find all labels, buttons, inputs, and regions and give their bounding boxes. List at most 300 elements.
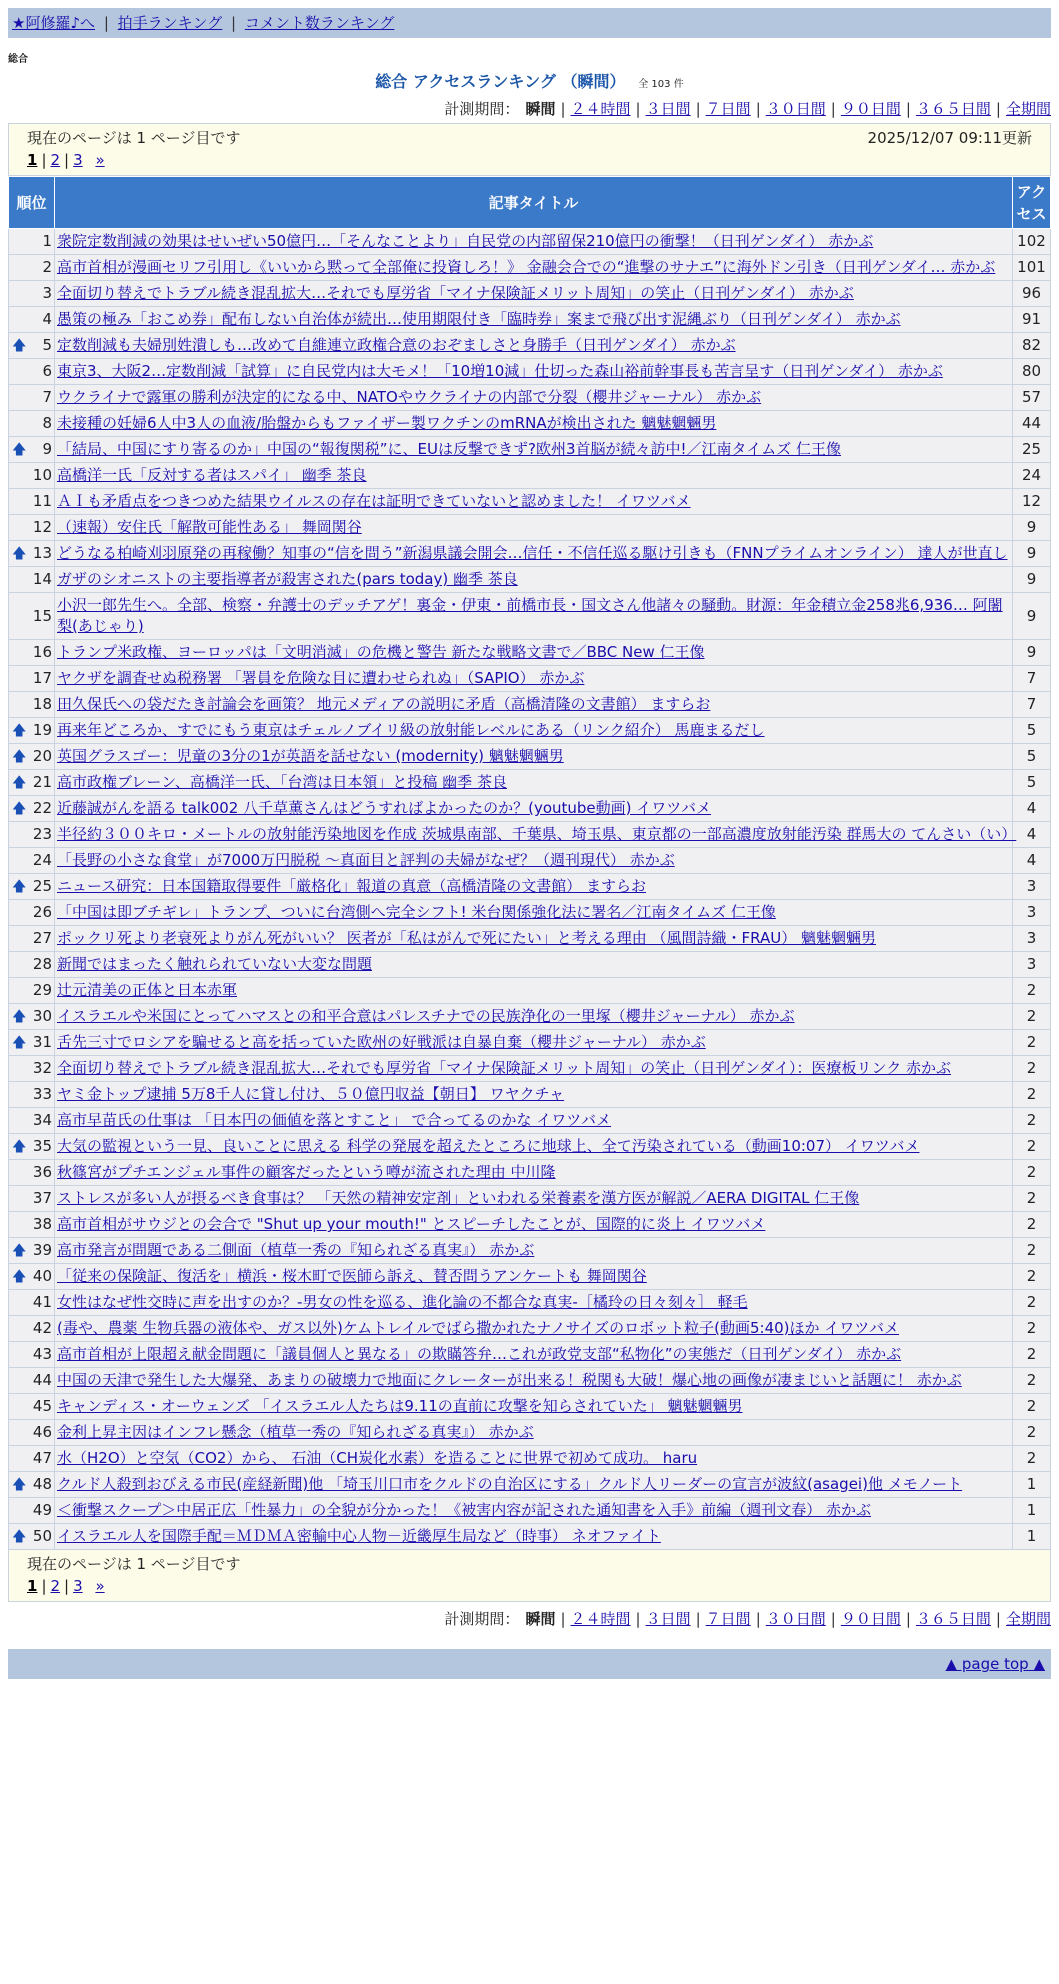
access-count: 80 xyxy=(1013,359,1051,385)
table-row xyxy=(9,666,1051,692)
table-row xyxy=(9,1160,1051,1186)
up-arrow-icon: 🡅 xyxy=(12,1476,27,1493)
table-row xyxy=(9,411,1051,437)
table-header-row xyxy=(9,177,1051,229)
period-option-link[interactable]: 全期間 xyxy=(1005,1610,1051,1628)
rank-cell xyxy=(9,1108,55,1134)
title-cell xyxy=(55,900,1013,926)
rank-number: 50 xyxy=(32,1527,52,1545)
rank-cell xyxy=(9,1238,55,1264)
page-link[interactable]: 2 xyxy=(50,1577,61,1595)
period-option-link[interactable]: ３日間 xyxy=(645,100,691,118)
title-cell xyxy=(55,952,1013,978)
table-row xyxy=(9,437,1051,463)
article-link[interactable]: 中国の天津で発生した大爆発、あまりの破壊力で地面にクレーターが出来る！税関も大破！爆心地の画像が凄まじいと話題に！ 赤かぶ xyxy=(57,1371,962,1389)
period-separator: | xyxy=(995,1610,1001,1628)
period-current: 瞬間 xyxy=(525,100,556,118)
breadcrumb: 総合 xyxy=(8,54,28,65)
access-count: 2 xyxy=(1013,1186,1051,1212)
pager-top xyxy=(8,123,1051,176)
title-cell xyxy=(55,1316,1013,1342)
table-row xyxy=(9,1264,1051,1290)
rank-number: 23 xyxy=(32,825,52,843)
table-row xyxy=(9,1082,1051,1108)
table-row xyxy=(9,281,1051,307)
title-cell xyxy=(55,463,1013,489)
article-link[interactable]: 高市政権ブレーン、高橋洋一氏、「台湾は日本領」と投稿 幽季 茶良 xyxy=(57,773,507,791)
rank-cell xyxy=(9,796,55,822)
rank-cell xyxy=(9,567,55,593)
period-separator: | xyxy=(755,1610,761,1628)
title-cell xyxy=(55,1108,1013,1134)
access-count: 3 xyxy=(1013,952,1051,978)
table-row xyxy=(9,1186,1051,1212)
article-link[interactable]: ニュース研究：日本国籍取得要件「厳格化」報道の真意（高橋清隆の文書館） ますらお xyxy=(57,877,647,895)
article-link[interactable]: ヤミ金トップ逮捕 5万8千人に貸し付け、５０億円収益【朝日】 ワヤクチャ xyxy=(57,1085,565,1103)
access-count: 5 xyxy=(1013,770,1051,796)
page-link[interactable]: 2 xyxy=(50,151,61,169)
article-link[interactable]: ヤクザを調査せぬ税務署 「署員を危険な目に遭わせられぬ」（SAPIO） 赤かぶ xyxy=(57,669,585,687)
title-cell xyxy=(55,307,1013,333)
current-page: 1 xyxy=(27,151,38,169)
access-count: 24 xyxy=(1013,463,1051,489)
period-option-link[interactable]: ３日間 xyxy=(645,1610,691,1628)
rank-number: 11 xyxy=(32,492,52,510)
period-separator: | xyxy=(560,100,566,118)
ranking-heading xyxy=(8,69,1051,92)
rank-number: 4 xyxy=(42,310,52,328)
title-cell xyxy=(55,541,1013,567)
page-top-link[interactable]: ▲ page top ▲ xyxy=(945,1655,1045,1673)
period-option-link[interactable]: ７日間 xyxy=(705,100,751,118)
up-arrow-icon: 🡅 xyxy=(12,1034,27,1051)
period-option-link[interactable]: ２４時間 xyxy=(570,100,631,118)
article-link[interactable]: 愚策の極み「おこめ券」配布しない自治体が続出…使用期限付き「臨時券」案まで飛び出す泥縄ぶり（日刊ゲンダイ） 赤かぶ xyxy=(57,310,901,328)
rank-number: 19 xyxy=(32,721,52,739)
rank-cell xyxy=(9,411,55,437)
rank-number: 46 xyxy=(32,1423,52,1441)
title-cell xyxy=(55,1420,1013,1446)
rank-number: 25 xyxy=(32,877,52,895)
rank-cell xyxy=(9,1290,55,1316)
title-cell xyxy=(55,1030,1013,1056)
rank-number: 3 xyxy=(42,284,52,302)
access-count: 1 xyxy=(1013,1524,1051,1550)
article-link[interactable]: 全面切り替えでトラブル続き混乱拡大…それでも厚労省「マイナ保険証メリット周知」の笑止（日刊ゲンダイ） 赤かぶ xyxy=(57,284,854,302)
article-link[interactable]: 近藤誠がんを語る talk002 八千草薫さんはどうすればよかったのか？(youtube動画) イワツバメ xyxy=(57,799,711,817)
article-link[interactable]: 高市首相がサウジとの会合で "Shut up your mouth!" とスピーチしたことが、国際的に炎上 イワツバメ xyxy=(57,1215,766,1233)
article-link[interactable]: ガザのシオニストの主要指導者が殺害された(pars today) 幽季 茶良 xyxy=(57,570,518,588)
up-arrow-icon: 🡅 xyxy=(12,722,27,739)
rank-cell xyxy=(9,463,55,489)
article-link[interactable]: 舌先三寸でロシアを騙せると高を括っていた欧州の好戦派は自暴自棄（櫻井ジャーナル） 赤かぶ xyxy=(57,1033,706,1051)
rank-number: 1 xyxy=(42,232,52,250)
up-arrow-icon: 🡅 xyxy=(12,774,27,791)
access-count: 101 xyxy=(1013,255,1051,281)
access-count: 3 xyxy=(1013,874,1051,900)
rank-cell xyxy=(9,333,55,359)
rank-number: 44 xyxy=(32,1371,52,1389)
period-separator: | xyxy=(830,100,836,118)
table-row xyxy=(9,744,1051,770)
article-link[interactable]: 高市発言が問題である二側面（植草一秀の『知られざる真実』） 赤かぶ xyxy=(57,1241,535,1259)
period-option-link[interactable]: ７日間 xyxy=(705,1610,751,1628)
rank-cell xyxy=(9,1524,55,1550)
title-cell xyxy=(55,1082,1013,1108)
article-link[interactable]: 金利上昇主因はインフレ懸念（植草一秀の『知られざる真実』） 赤かぶ xyxy=(57,1423,534,1441)
page-title: 総合 アクセスランキング （瞬間） xyxy=(375,72,626,91)
table-row xyxy=(9,1420,1051,1446)
title-cell xyxy=(55,666,1013,692)
access-count: 2 xyxy=(1013,1264,1051,1290)
table-row xyxy=(9,1056,1051,1082)
table-row xyxy=(9,1342,1051,1368)
article-link[interactable]: 女性はなぜ性交時に声を出すのか？-男女の性を巡る、進化論の不都合な真実-［橘玲の日々刻々］ 軽毛 xyxy=(57,1293,748,1311)
article-link[interactable]: 「従来の保険証、復活を」横浜・桜木町で医師ら訴え、賛否問うアンケートも 舞岡関谷 xyxy=(57,1267,647,1285)
table-row xyxy=(9,952,1051,978)
access-count: 2 xyxy=(1013,978,1051,1004)
article-link[interactable]: 東京3、大阪2…定数削減「試算」に自民党内は大モメ！「10増10減」仕切った森山裕前幹事長も苦言呈す（日刊ゲンダイ） 赤かぶ xyxy=(57,362,943,380)
rank-number: 13 xyxy=(32,544,52,562)
period-separator: | xyxy=(905,1610,911,1628)
table-row xyxy=(9,1238,1051,1264)
article-link[interactable]: 秋篠宮がプチエンジェル事件の顧客だったという噂が流された理由 中川隆 xyxy=(57,1163,556,1181)
rank-cell xyxy=(9,1368,55,1394)
ranking-table xyxy=(8,176,1051,1550)
rank-cell xyxy=(9,281,55,307)
table-row xyxy=(9,515,1051,541)
article-link[interactable]: 再来年どころか、すでにもう東京はチェルノブイリ級の放射能レベルにある（リンク紹介） 馬鹿まるだし xyxy=(57,721,765,739)
access-count: 57 xyxy=(1013,385,1051,411)
rank-number: 42 xyxy=(32,1319,52,1337)
table-row xyxy=(9,307,1051,333)
period-option-link[interactable]: ２４時間 xyxy=(570,1610,631,1628)
rank-cell xyxy=(9,1394,55,1420)
access-count: 2 xyxy=(1013,1212,1051,1238)
rank-number: 6 xyxy=(42,362,52,380)
article-link[interactable]: (毒や、農薬 生物兵器の液体や、ガス以外)ケムトレイルでばら撒かれたナノサイズのロボット粒子(動画5:40)ほか イワツバメ xyxy=(57,1319,899,1337)
rank-number: 30 xyxy=(32,1007,52,1025)
rank-number: 15 xyxy=(32,606,52,625)
access-count: 2 xyxy=(1013,1238,1051,1264)
rank-number: 37 xyxy=(32,1189,52,1207)
period-label: 計測期間： xyxy=(444,1610,520,1628)
rank-number: 47 xyxy=(32,1449,52,1467)
article-link[interactable]: ウクライナで露軍の勝利が決定的になる中、NATOやウクライナの内部で分裂（櫻井ジャーナル） 赤かぶ xyxy=(57,388,762,406)
rank-number: 33 xyxy=(32,1085,52,1103)
rank-number: 22 xyxy=(32,799,52,817)
rank-number: 8 xyxy=(42,414,52,432)
title-cell xyxy=(55,1498,1013,1524)
up-arrow-icon: 🡅 xyxy=(12,1008,27,1025)
title-cell xyxy=(55,255,1013,281)
table-row xyxy=(9,640,1051,666)
article-link[interactable]: 大気の監視という一見、良いことに思える 科学の発展を超えたところに地球上、全て汚染されている（動画10:07） イワツバメ xyxy=(57,1137,920,1155)
rank-number: 16 xyxy=(32,643,52,661)
rank-number: 38 xyxy=(32,1215,52,1233)
rank-number: 9 xyxy=(42,440,52,458)
access-count: 9 xyxy=(1013,640,1051,666)
access-count: 4 xyxy=(1013,796,1051,822)
access-count: 102 xyxy=(1013,229,1051,255)
rank-number: 18 xyxy=(32,695,52,713)
table-row xyxy=(9,541,1051,567)
rank-cell xyxy=(9,1160,55,1186)
table-row xyxy=(9,359,1051,385)
table-row xyxy=(9,692,1051,718)
footer-bar xyxy=(8,1649,1051,1679)
rank-cell xyxy=(9,900,55,926)
access-count: 4 xyxy=(1013,822,1051,848)
article-link[interactable]: イスラエル人を国際手配＝ＭＤＭＡ密輸中心人物－近畿厚生局など（時事） ネオファイト xyxy=(57,1527,661,1545)
article-link[interactable]: トランプ米政権、ヨーロッパは「文明消滅」の危機と警告 新たな戦略文書で／BBC New 仁王像 xyxy=(57,643,705,661)
rank-column-header: 順位 xyxy=(9,177,55,229)
article-link[interactable]: 「中国は即ブチギレ」トランプ、ついに台湾側へ完全シフト! 米台関係強化法に署名／江南タイムズ 仁王像 xyxy=(57,903,776,921)
period-separator: | xyxy=(635,1610,641,1628)
period-option-link[interactable]: ９０日間 xyxy=(840,100,901,118)
article-link[interactable]: 半径約３００キロ・メートルの放射能汚染地図を作成 茨城県南部、千葉県、埼玉県、東京都の一部高濃度放射能汚染 群馬大の てんさい（い） xyxy=(57,825,1017,843)
rank-cell xyxy=(9,359,55,385)
rank-number: 12 xyxy=(32,518,52,536)
period-label: 計測期間： xyxy=(444,100,520,118)
period-option-link[interactable]: ３０日間 xyxy=(765,100,826,118)
period-option-link[interactable]: ３６５日間 xyxy=(915,1610,991,1628)
rank-number: 43 xyxy=(32,1345,52,1363)
page-link[interactable]: 3 xyxy=(73,1577,83,1595)
access-count: 2 xyxy=(1013,1446,1051,1472)
rank-number: 21 xyxy=(32,773,52,791)
title-cell xyxy=(55,874,1013,900)
rank-cell xyxy=(9,229,55,255)
total-count: 全 103 件 xyxy=(638,79,684,90)
access-count: 2 xyxy=(1013,1290,1051,1316)
title-cell xyxy=(55,848,1013,874)
rank-number: 14 xyxy=(32,570,52,588)
rank-number: 20 xyxy=(32,747,52,765)
rank-cell xyxy=(9,1030,55,1056)
nav-home-link[interactable]: ★阿修羅♪へ xyxy=(12,14,96,32)
title-cell xyxy=(55,1056,1013,1082)
up-arrow-icon: 🡅 xyxy=(12,748,27,765)
rank-number: 17 xyxy=(32,669,52,687)
title-cell xyxy=(55,281,1013,307)
access-count: 44 xyxy=(1013,411,1051,437)
period-option-link[interactable]: ９０日間 xyxy=(840,1610,901,1628)
rank-cell xyxy=(9,1004,55,1030)
title-cell xyxy=(55,333,1013,359)
title-cell xyxy=(55,1134,1013,1160)
title-cell xyxy=(55,359,1013,385)
rank-cell xyxy=(9,848,55,874)
table-row xyxy=(9,770,1051,796)
period-option-link[interactable]: 全期間 xyxy=(1005,100,1051,118)
nav-clap-ranking-link[interactable]: 拍手ランキング xyxy=(117,14,223,32)
rank-number: 34 xyxy=(32,1111,52,1129)
rank-number: 48 xyxy=(32,1475,52,1493)
up-arrow-icon: 🡅 xyxy=(12,1268,27,1285)
access-count: 91 xyxy=(1013,307,1051,333)
table-row xyxy=(9,796,1051,822)
page-separator: | xyxy=(64,151,70,169)
rank-cell xyxy=(9,593,55,640)
article-link[interactable]: どうなる柏崎刈羽原発の再稼働？知事の“信を問う”新潟県議会開会…信任・不信任巡る駆け引きも（FNNプライムオンライン） 達人が世直し xyxy=(57,544,1008,562)
title-cell xyxy=(55,1290,1013,1316)
access-count: 2 xyxy=(1013,1394,1051,1420)
article-link[interactable]: 未接種の妊婦6人中3人の血液/胎盤からもファイザー製ワクチンのmRNAが検出された 魑魅魍魎男 xyxy=(57,414,717,432)
page-link[interactable]: 3 xyxy=(73,151,83,169)
rank-cell xyxy=(9,489,55,515)
title-cell xyxy=(55,1238,1013,1264)
rank-cell xyxy=(9,952,55,978)
up-arrow-icon: 🡅 xyxy=(12,1138,27,1155)
rank-cell xyxy=(9,822,55,848)
title-cell xyxy=(55,1342,1013,1368)
table-row xyxy=(9,333,1051,359)
period-option-link[interactable]: ３６５日間 xyxy=(915,100,991,118)
rank-cell xyxy=(9,770,55,796)
rank-cell xyxy=(9,255,55,281)
rank-number: 36 xyxy=(32,1163,52,1181)
page-links xyxy=(27,149,1032,171)
access-count: 2 xyxy=(1013,1056,1051,1082)
rank-cell xyxy=(9,718,55,744)
page-status: 現在のページは 1 ページ目です xyxy=(27,1555,241,1573)
article-link[interactable]: 英国グラスゴー：児童の3分の1が英語を話せない (modernity) 魑魅魍魎男 xyxy=(57,747,564,765)
rank-cell xyxy=(9,640,55,666)
article-link[interactable]: ストレスが多い人が摂るべき食事は？ 「天然の精神安定剤」といわれる栄養素を漢方医が解説／AERA DIGITAL 仁王像 xyxy=(57,1189,860,1207)
article-link[interactable]: 定数削減も夫婦別姓潰しも…改めて自維連立政権合意のおぞましさと身勝手（日刊ゲンダイ） 赤かぶ xyxy=(57,336,736,354)
table-row xyxy=(9,1524,1051,1550)
rank-number: 32 xyxy=(32,1059,52,1077)
article-link[interactable]: 高市首相が上限超え献金問題に「議員個人と異なる」の欺瞞答弁…これが政党支部“私物化”の実態だ（日刊ゲンダイ） 赤かぶ xyxy=(57,1345,902,1363)
up-arrow-icon: 🡅 xyxy=(12,878,27,895)
rank-cell xyxy=(9,744,55,770)
rank-number: 2 xyxy=(42,258,52,276)
rank-cell xyxy=(9,1498,55,1524)
table-row xyxy=(9,978,1051,1004)
rank-cell xyxy=(9,874,55,900)
access-count: 2 xyxy=(1013,1004,1051,1030)
article-link[interactable]: 「結局、中国にすり寄るのか」中国の“報復関税”に、EUは反撃できず?欧州3首脳が続々訪中!／江南タイムズ 仁王像 xyxy=(57,440,841,458)
table-row xyxy=(9,1290,1051,1316)
rank-number: 41 xyxy=(32,1293,52,1311)
article-link[interactable]: 全面切り替えでトラブル続き混乱拡大…それでも厚労省「マイナ保険証メリット周知」の笑止（日刊ゲンダイ）：医療板リンク 赤かぶ xyxy=(57,1059,951,1077)
title-cell xyxy=(55,1524,1013,1550)
rank-cell xyxy=(9,1420,55,1446)
title-cell xyxy=(55,718,1013,744)
table-row xyxy=(9,848,1051,874)
rank-cell xyxy=(9,1056,55,1082)
period-option-link[interactable]: ３０日間 xyxy=(765,1610,826,1628)
page-link[interactable]: » xyxy=(95,1577,105,1595)
rank-cell xyxy=(9,692,55,718)
period-separator: | xyxy=(695,100,701,118)
article-link[interactable]: クルド人殺到おびえる市民(産経新聞)他 「埼玉川口市をクルドの自治区にする」クルド人リーダーの宣言が波紋(asagei)他 メモノート xyxy=(57,1475,963,1493)
table-row xyxy=(9,718,1051,744)
title-cell xyxy=(55,1472,1013,1498)
title-cell xyxy=(55,385,1013,411)
article-link[interactable]: 「長野の小さな食堂」が7000万円脱税 〜真面目と評判の夫婦がなぜ？（週刊現代） 赤かぶ xyxy=(57,851,675,869)
table-row xyxy=(9,593,1051,640)
access-count: 1 xyxy=(1013,1498,1051,1524)
page-status: 現在のページは 1 ページ目です xyxy=(27,129,241,147)
nav-comment-ranking-link[interactable]: コメント数ランキング xyxy=(244,14,395,32)
title-cell xyxy=(55,770,1013,796)
article-link[interactable]: 辻元清美の正体と日本赤軍 xyxy=(57,981,238,999)
updated-timestamp: 2025/12/07 09:11更新 xyxy=(867,129,1032,147)
article-link[interactable]: 衆院定数削減の効果はせいぜい50億円…「そんなことより」自民党の内部留保210億円の衝撃！（日刊ゲンダイ） 赤かぶ xyxy=(57,232,874,250)
title-cell xyxy=(55,1004,1013,1030)
article-link[interactable]: 小沢一郎先生へ。全部、検察・弁護士のデッチアゲ！裏金・伊東・前橋市長・国文さん他諸々の騒動。財源：年金積立金258兆6,936… 阿闍梨(あじゃり) xyxy=(57,596,1003,635)
rank-cell xyxy=(9,1212,55,1238)
page-spacer xyxy=(87,151,92,169)
up-arrow-icon: 🡅 xyxy=(12,800,27,817)
rank-cell xyxy=(9,1342,55,1368)
article-link[interactable]: 高市首相が漫画セリフ引用し《いいから黙って全部俺に投資しろ！》 金融会合での“進撃のサナエ”に海外ドン引き（日刊ゲンダイ… 赤かぶ xyxy=(57,258,996,276)
article-link[interactable]: ポックリ死より老衰死よりがん死がいい？ 医者が「私はがんで死にたい」と考える理由 （風間詩織・FRAU） 魑魅魍魎男 xyxy=(57,929,876,947)
period-separator: | xyxy=(830,1610,836,1628)
access-count: 9 xyxy=(1013,515,1051,541)
page-link[interactable]: » xyxy=(95,151,105,169)
article-link[interactable]: 田久保氏への袋だたき討論会を画策？ 地元メディアの説明に矛盾（高橋清隆の文書館） ますらお xyxy=(57,695,711,713)
table-row xyxy=(9,229,1051,255)
title-cell xyxy=(55,822,1017,848)
title-cell xyxy=(55,1186,1013,1212)
article-link[interactable]: 新聞ではまったく触れられていない大変な問題 xyxy=(57,955,373,973)
article-link[interactable]: ＡＩも矛盾点をつきつめた結果ウイルスの存在は証明できていないと認めました！ イワツバメ xyxy=(57,492,691,510)
table-row xyxy=(9,1212,1051,1238)
table-row xyxy=(9,1498,1051,1524)
up-arrow-icon: 🡅 xyxy=(12,1242,27,1259)
rank-number: 29 xyxy=(32,981,52,999)
title-cell xyxy=(55,692,1013,718)
title-cell xyxy=(55,567,1013,593)
table-row xyxy=(9,255,1051,281)
access-count: 25 xyxy=(1013,437,1051,463)
up-arrow-icon: 🡅 xyxy=(12,441,27,458)
title-cell xyxy=(55,978,1013,1004)
access-count: 1 xyxy=(1013,1472,1051,1498)
access-count: 2 xyxy=(1013,1368,1051,1394)
rank-cell xyxy=(9,1264,55,1290)
title-cell xyxy=(55,796,1013,822)
access-count: 82 xyxy=(1013,333,1051,359)
access-count: 7 xyxy=(1013,666,1051,692)
title-cell xyxy=(55,437,1013,463)
article-link[interactable]: 水（H2O）と空気（CO2）から、 石油（CH炭化水素）を造ることに世界で初めて成功。 haru xyxy=(57,1449,698,1467)
article-link[interactable]: キャンディス・オーウェンズ 「イスラエル人たちは9.11の直前に攻撃を知らされていた」 魑魅魍魎男 xyxy=(57,1397,743,1415)
table-row xyxy=(9,822,1051,848)
page-spacer xyxy=(87,1577,92,1595)
article-link[interactable]: ＜衝撃スクープ＞中居正広「性暴力」の全貌が分かった！《被害内容が記された通知書を入手》前編（週刊文春） 赤かぶ xyxy=(57,1501,872,1519)
article-link[interactable]: 高市早苗氏の仕事は 「日本円の価値を落とすこと」 で合ってるのかな イワツバメ xyxy=(57,1111,612,1129)
title-cell xyxy=(55,1394,1013,1420)
article-link[interactable]: イスラエルや米国にとってハマスとの和平合意はパレスチナでの民族浄化の一里塚（櫻井ジャーナル） 赤かぶ xyxy=(57,1007,795,1025)
table-row xyxy=(9,489,1051,515)
period-selector-bottom xyxy=(8,1608,1051,1629)
access-count: 4 xyxy=(1013,848,1051,874)
rank-number: 40 xyxy=(32,1267,52,1285)
rank-number: 28 xyxy=(32,955,52,973)
rank-number: 26 xyxy=(32,903,52,921)
access-count: 2 xyxy=(1013,1030,1051,1056)
article-link[interactable]: 高橋洋一氏「反対する者はスパイ」 幽季 茶良 xyxy=(57,466,367,484)
page-links xyxy=(27,1575,1032,1597)
table-row xyxy=(9,926,1051,952)
rank-cell xyxy=(9,666,55,692)
article-link[interactable]: （速報）安住氏「解散可能性ある」 舞岡関谷 xyxy=(57,518,362,536)
rank-cell xyxy=(9,307,55,333)
